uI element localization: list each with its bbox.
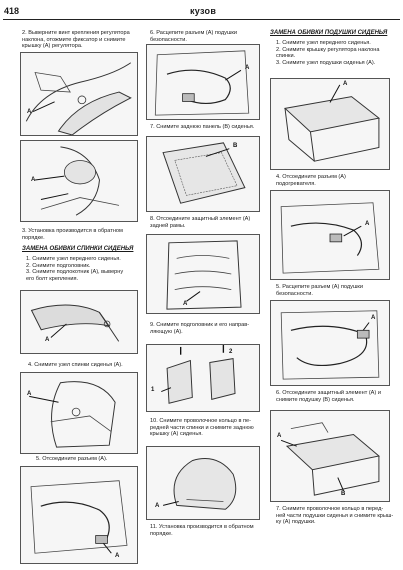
figure-back-panel — [146, 136, 260, 212]
page-number: 418 — [4, 6, 20, 16]
callout-b: B — [233, 143, 238, 149]
callout-a: A — [27, 109, 32, 115]
callout-a: A — [245, 65, 250, 71]
figure-tilt-cover-detail — [20, 140, 138, 222]
callout-a: A — [155, 503, 160, 509]
callout-a: A — [45, 337, 50, 343]
figure-headrest-guide — [146, 344, 260, 412]
callout-two: 2 — [229, 349, 233, 355]
callout-a: A — [31, 177, 36, 183]
callout-a: A — [27, 391, 32, 397]
figure-seatback-removal — [20, 372, 138, 454]
callout-a: A — [371, 315, 376, 321]
callout-a: A — [343, 81, 348, 87]
section-title: кузов — [190, 6, 217, 16]
callout-a: A — [365, 221, 370, 227]
col2-step8-text: 8. Отсоедините защитный элемент (A) задней рамы. — [150, 216, 251, 229]
col1-steps: 1. Снимите узел переднего сиденья. 2. Снимите подголовник. 3. Снимите подлокотник (A), выверну его болт крепления. — [26, 256, 124, 282]
figure-airbag-connector — [146, 44, 260, 120]
col3-step4-text: 4. Отсоедините разъем (A) подогревателя. — [276, 174, 346, 187]
header-rule — [3, 19, 400, 20]
col2-step6-text: 6. Расцепите разъем (A) подушки безопасности. — [150, 30, 237, 43]
callout-a: A — [115, 553, 120, 559]
page-header — [0, 0, 403, 22]
callout-a: A — [183, 301, 188, 307]
col1-step5-text: 5. Отсоедините разъем (A). — [36, 456, 108, 462]
callout-a: A — [277, 433, 282, 439]
callout-one: 1 — [151, 387, 155, 393]
figure-cushion-removal — [270, 410, 390, 502]
figure-heater-connector — [270, 190, 390, 280]
figure-tilt-cover — [20, 52, 138, 136]
col3-step6-text: 6. Отсоедините защитный элемент (A) и снимите подушку (B) сиденья. — [276, 390, 381, 403]
col3-heading: ЗАМЕНА ОБИВКИ ПОДУШКИ СИДЕНЬЯ — [270, 30, 388, 36]
col1-step2-text: 2. Выверните винт крепления регулятора наклона, отожмите фиксатор и снимите крышку (A) регулятора. — [22, 30, 130, 50]
figure-cushion-assembly — [270, 78, 390, 170]
callout-b: B — [341, 491, 346, 497]
col2-step11-text: 11. Установка производится в обратном порядке. — [150, 524, 254, 537]
col1-step3-text: 3. Установка производится в обратном порядке. — [22, 228, 123, 241]
col3-step5-text: 5. Расцепите разъем (A) подушки безопасности. — [276, 284, 363, 297]
col3-steps: 1. Снимите узел переднего сиденья. 2. Снимите крышку регулятора наклона спинки. 3. Снимите узел подушки сиденья (A). — [276, 40, 380, 66]
figure-rear-frame — [146, 234, 260, 314]
figure-connector — [20, 466, 138, 564]
col2-step10-text: 10. Снимите проволочное кольцо в пе- редней части спинки и снимите заднюю крышку (A) сиденья. — [150, 418, 254, 438]
col1-heading: ЗАМЕНА ОБИВКИ СПИНКИ СИДЕНЬЯ — [22, 246, 134, 252]
col3-step7-text: 7. Снимите проволочное кольцо в перед- ней части подушки сиденья и снимите крыш- ку (A) подушки. — [276, 506, 394, 526]
col1-step4-text: 4. Снимите узел спинки сиденья (A). — [28, 362, 123, 368]
figure-armrest — [20, 290, 138, 354]
col2-step7-text: 7. Снимите заднюю панель (B) сиденья. — [150, 124, 255, 130]
figure-cushion-airbag — [270, 300, 390, 386]
col2-step9-text: 9. Снимите подголовник и его направ- ляющую (A). — [150, 322, 250, 335]
figure-rear-cover — [146, 446, 260, 520]
